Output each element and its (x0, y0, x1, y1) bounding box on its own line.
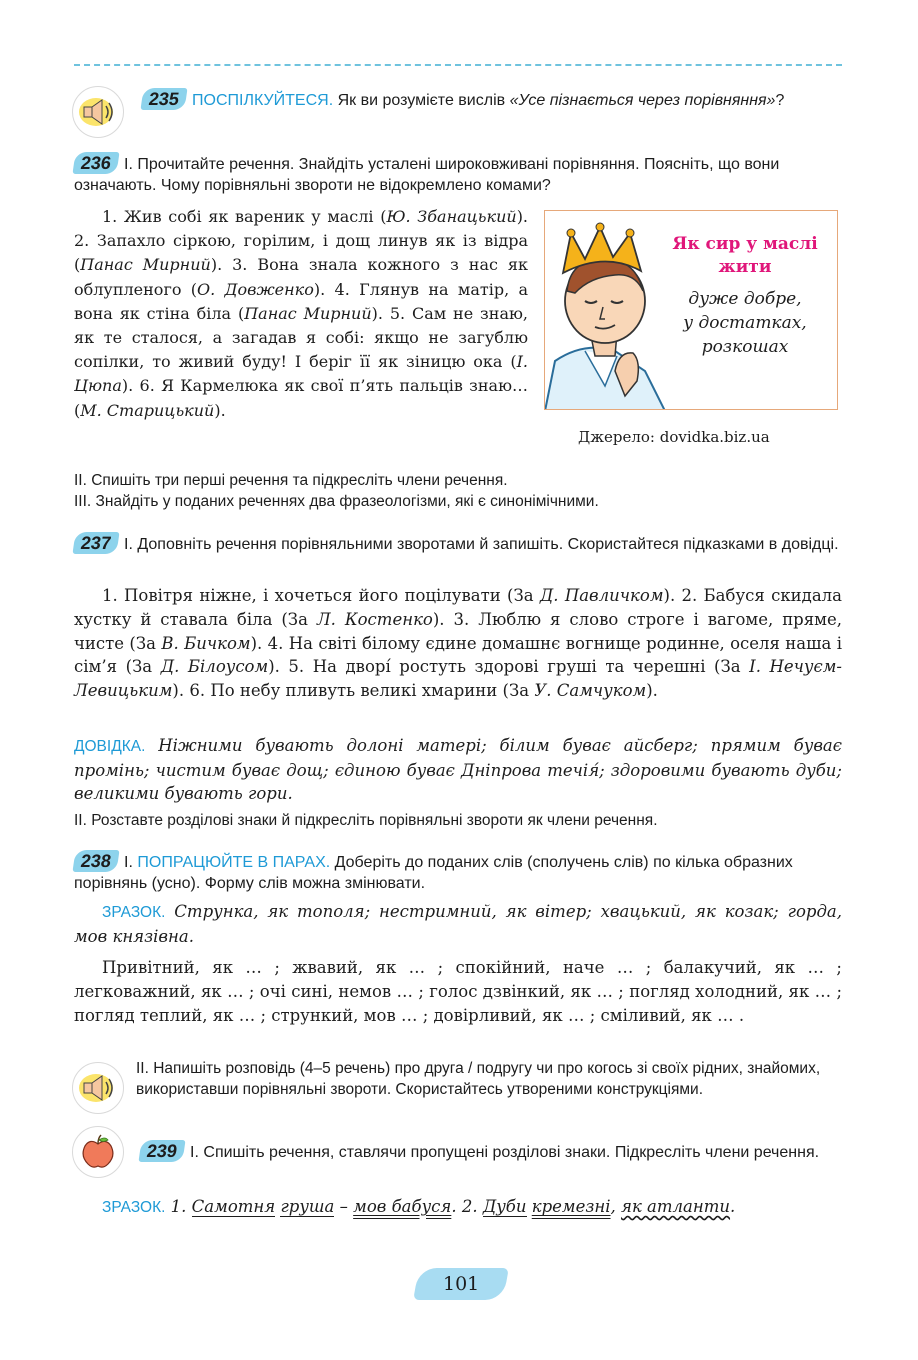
exercise-236-sentences: 1. Жив собі як вареник у маслі (Ю. Збанацький). 2. Запахло сіркою, горілим, і дощ линув як із відра (Панас Мирний). 3. Вона знала кожного з нас як облупленого (О. Довженко). 4. Глянув на матір, а вона як стіна біла (Панас Мирний). 5. Сам не знаю, як те сталося, а загадав я собі: якщо не загублю сопілки, то живий буду! І беріг її як зіницю ока (І. Цюпа). 6. Я Кармелюка як свої п’ять пальців знаю… (М. Старицький). (74, 207, 529, 420)
idiom-meaning: розкошах (701, 337, 789, 357)
exercise-239-task (140, 1140, 842, 1163)
task-text: Доберіть до поданих слів (сполучень слів) по кілька образних порівнянь (усно). Форму слів можна змінювати. (74, 854, 793, 892)
idiom-title: жити (718, 257, 772, 277)
task-text: Як ви розумієте вислів (337, 92, 506, 109)
hint-tag: ДОВІДКА. (74, 738, 146, 755)
subject-word: Самотня (191, 1197, 276, 1216)
sample-tag: ЗРАЗОК. (102, 904, 166, 921)
exercise-number: 236 (72, 152, 119, 174)
exercise-237-hint (74, 734, 842, 806)
task-tag: ПОСПІЛКУЙТЕСЯ. (192, 92, 334, 109)
speaker-icon (72, 1062, 124, 1114)
exercise-235: 235 ПОСПІЛКУЙТЕСЯ. Як ви розумієте вислів «Усе пізнається через порівняння»? (142, 88, 842, 111)
exercise-number: 237 (72, 532, 119, 554)
exercise-238-sample (74, 900, 842, 949)
exercise-238-words: Привітний, як … ; жвавий, як … ; спокійний, наче … ; балакучий, як … ; легковажний, як … ; очі сині, немов … ; голос дзвінкий, як … ; погляд холодний, як … ; погляд теплий, як … ; стрункий, мов … ; довірливий, як … ; сміливий, як … . (74, 958, 842, 1025)
top-divider (74, 64, 842, 66)
idiom-meaning: у достатках, (683, 313, 807, 333)
task-text: І. Спишіть речення, ставлячи пропущені розділові знаки. Підкресліть члени речення. (190, 1144, 820, 1161)
sample-text: Струнка, як тополя; нестримний, як вітер; хвацький, як козак; горда, мов князівна. (74, 902, 842, 946)
idiom-title: Як сир у маслі (672, 234, 818, 254)
task-text: І. Доповніть речення порівняльними зворотами й запишіть. Скористайтеся підказками в довідці. (124, 536, 839, 553)
idiom-meaning: дуже добре, (688, 289, 802, 309)
exercise-number: 238 (72, 850, 119, 872)
idiom-illustration (544, 210, 838, 410)
subject-word: груша (280, 1197, 335, 1216)
hint-text: Ніжними бувають долоні матері; білим буває айсберг; прямим буває промінь; чистим буває дощ; єдиною буває Дніпрова течія́; здоровими бувають дуби; великими бувають гори. (74, 736, 842, 803)
apple-icon (72, 1126, 124, 1178)
quote: «Усе пізнається через порівняння» (509, 92, 776, 109)
exercise-237-task2: ІІ. Розставте розділові знаки й підкресліть порівняльні звороти як члени речення. (74, 812, 658, 829)
page-number: 101 (442, 1273, 480, 1295)
exercise-237-task (74, 532, 842, 555)
exercise-number: 235 (140, 88, 187, 110)
subject-word: Дуби (482, 1197, 527, 1216)
page-number-badge (413, 1268, 509, 1300)
exercise-number: 239 (138, 1140, 185, 1162)
task-tag: ПОПРАЦЮЙТЕ В ПАРАХ. (137, 854, 331, 871)
predicate-phrase: мов бабуся (353, 1197, 452, 1216)
exercise-236-task2: ІІ. Спишіть три перші речення та підкресліть члени речення. ІІІ. Знайдіть у поданих реченнях два фразеологізми, які є синонімічними. (74, 472, 599, 510)
exercise-237-sentences: 1. Повітря ніжне, і хочеться його поцілувати (За Д. Павличком). 2. Бабуся скидала хустку й ставала біла (За Л. Костенко). 3. Люблю я слово строге і вагоме, пряме, чисте (За В. Бичком). 4. На світі білому єдине домашнє вогнище родинне, оселя наша і сім’я (За Д. Білоусом). 5. На дворі́ ростуть здорові груші та черешні (За І. Нечуєм-Левицьким). 6. По небу пливуть великі хмарини (За У. Самчуком). (74, 586, 842, 701)
sample-tag: ЗРАЗОК. (102, 1199, 166, 1216)
exercise-238-task: 238 І. ПОПРАЦЮЙТЕ В ПАРАХ. Доберіть до поданих слів (сполучень слів) по кілька образних порівнянь (усно). Форму слів можна змінювати. (74, 851, 793, 892)
predicate-word: кремезні (531, 1197, 611, 1216)
picture-source: Джерело: dovidka.biz.ua (578, 428, 770, 446)
exercise-238-task2: ІІ. Напишіть розповідь (4–5 речень) про друга / подругу чи про когось зі своїх рідних, знайомих, використавши порівняльні звороти. Скористайтесь утвореними конструкціями. (136, 1060, 821, 1098)
exercise-236-task (74, 152, 842, 196)
task-text: І. Прочитайте речення. Знайдіть усталені широковживані порівняння. Поясніть, що вони означають. Чому порівняльні звороти не відокремлено комами? (74, 156, 780, 194)
comparison-phrase: як атланти (621, 1197, 731, 1216)
speaker-icon (72, 86, 124, 138)
exercise-239-sample: ЗРАЗОК. 1. Самотня груша – мов бабуся. 2. Дуби кремезні, як атланти. (102, 1197, 736, 1216)
